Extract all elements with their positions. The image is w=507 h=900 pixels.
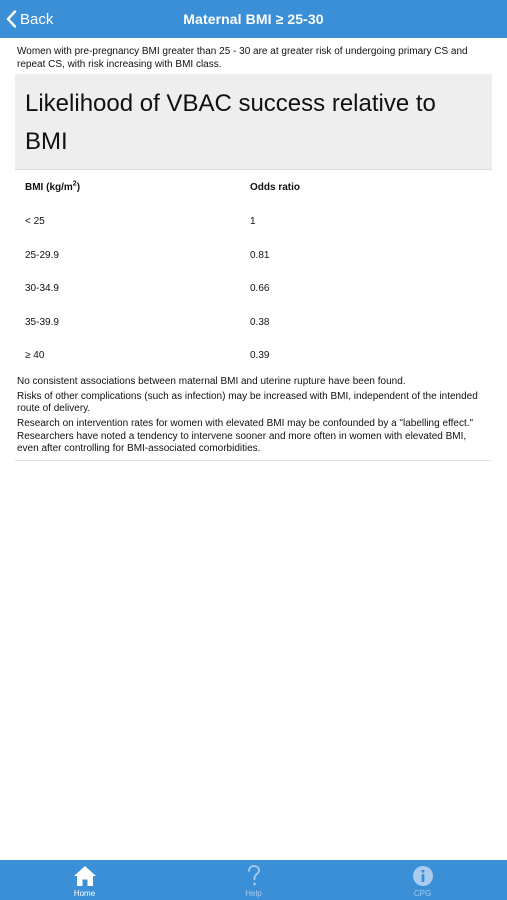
odds-cell: 0.66: [250, 283, 270, 295]
note-paragraph: Risks of other complications (such as infection) may be increased with BMI, independent of the intended route of delivery.: [17, 390, 478, 414]
intro-text: Women with pre-pregnancy BMI greater than 25 - 30 are at greater risk of undergoing primary CS and repeat CS, with risk increasing with BMI class.: [17, 46, 468, 70]
bmi-cell: ≥ 40: [25, 350, 45, 362]
tab-bar: [0, 860, 507, 900]
tab-label: Home: [73, 889, 96, 898]
odds-ratio-table: [15, 169, 492, 373]
table-row: [15, 306, 492, 340]
section-title: Likelihood of VBAC success relative to BMI: [25, 90, 436, 155]
table-header-row: [15, 170, 492, 205]
note-paragraph: No consistent associations between maternal BMI and uterine rupture have been found.: [17, 375, 406, 387]
section-header: [15, 74, 492, 169]
table-row: [15, 205, 492, 239]
back-button[interactable]: [6, 0, 53, 38]
back-label: Back: [20, 10, 54, 28]
odds-cell: 0.39: [250, 350, 270, 362]
page-title: Maternal BMI ≥ 25-30: [183, 11, 324, 27]
divider: [15, 460, 492, 461]
info-icon: [412, 864, 434, 888]
column-header-bmi: BMI $(kg/m^2)$: [25, 180, 81, 193]
odds-cell: 0.81: [250, 249, 270, 261]
tab-cpg[interactable]: [338, 860, 507, 900]
bmi-cell: 25-29.9: [25, 249, 59, 261]
question-icon: [245, 864, 263, 888]
home-icon: [72, 864, 98, 888]
tab-home[interactable]: [0, 860, 169, 900]
table-row: [15, 272, 492, 306]
bmi-cell: 30-34.9: [25, 283, 59, 295]
note-paragraph: Research on intervention rates for women with elevated BMI may be confounded by a "labelling effect." Researchers have noted a tendency to intervene sooner and more often in women with elevated BMI, even after controlling for BMI-associated comorbidities.: [17, 418, 474, 454]
tab-label: CPG: [413, 889, 432, 898]
column-header-odds-ratio: Odds ratio: [250, 182, 301, 193]
chevron-left-icon: [6, 10, 17, 28]
odds-cell: 1: [250, 216, 256, 228]
content-area[interactable]: [0, 38, 507, 860]
tab-help[interactable]: [169, 860, 338, 900]
table-row: [15, 339, 492, 373]
navigation-bar: [0, 0, 507, 38]
table-row: [15, 239, 492, 273]
bmi-cell: < 25: [25, 216, 45, 228]
odds-cell: 0.38: [250, 316, 270, 328]
notes: [0, 373, 507, 456]
tab-label: Help: [245, 889, 262, 898]
bmi-cell: 35-39.9: [25, 316, 59, 328]
